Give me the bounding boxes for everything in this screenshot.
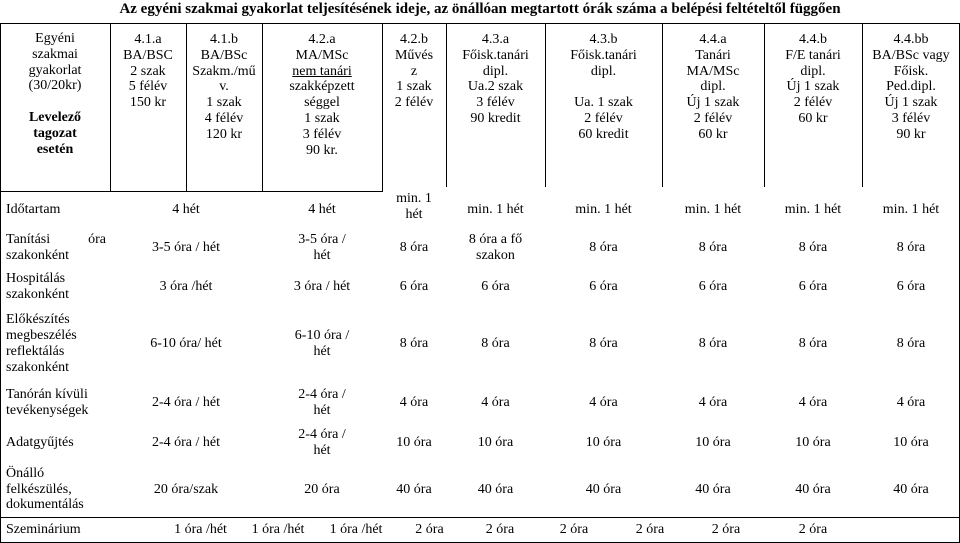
header-col-line: 2 szak bbox=[130, 63, 166, 79]
cell-adatgyujtes-c2 bbox=[262, 424, 382, 462]
cell-idotartam-c3-line: hét bbox=[405, 207, 423, 222]
grid-line bbox=[0, 23, 1, 543]
cell-adatgyujtes-c7-line: 10 óra bbox=[795, 435, 831, 451]
header-col-3 bbox=[262, 32, 382, 191]
cell-elokeszites-c8 bbox=[862, 306, 960, 382]
header-col-line: 60 kredit bbox=[578, 126, 629, 142]
cell-onallo-c7-line: 40 óra bbox=[795, 481, 831, 497]
cell-szeminarium-c4-line: 2 óra bbox=[485, 522, 515, 538]
header-col-line: 5 félév bbox=[128, 79, 168, 95]
cell-onallo-c8 bbox=[862, 462, 960, 517]
header-col-line: 3 félév bbox=[476, 95, 515, 111]
cell-elokeszites-c6-line: 8 óra bbox=[698, 336, 728, 352]
header-col-line: dipl. bbox=[700, 79, 726, 95]
header-col-line: 60 kr bbox=[698, 126, 728, 142]
header-corner-line: gyakorlat bbox=[28, 62, 82, 78]
cell-elokeszites-c3 bbox=[382, 306, 446, 382]
header-col-line: 90 kredit bbox=[470, 111, 521, 127]
cell-szeminarium-c8-line: 2 óra bbox=[798, 522, 828, 538]
row-label-elokeszites-line: szakonként bbox=[6, 359, 69, 375]
header-col-line: BA/BSC bbox=[123, 47, 173, 63]
row-label-hospitalas bbox=[0, 268, 110, 306]
row-label-szeminarium-line: Szeminárium bbox=[6, 522, 81, 538]
row-label-elokeszites-line: reflektálás bbox=[6, 344, 65, 359]
header-col-line: MA/MSc bbox=[295, 47, 349, 63]
row-label-idotartam-line: Időtartam bbox=[6, 201, 61, 217]
header-col-2 bbox=[186, 32, 262, 191]
header-col-line: 4.4.a bbox=[699, 32, 727, 47]
header-col-line: dipl. bbox=[482, 63, 509, 79]
row-label-elokeszites-line: Előkészítés bbox=[6, 312, 70, 328]
cell-hospitalas-c6-line: 6 óra bbox=[698, 279, 728, 295]
document-title: Az egyéni szakmai gyakorlat teljesítésének ideje, az önállóan megtartott órák száma a belépési feltételtől függően bbox=[119, 1, 841, 17]
header-col-line: 1 szak bbox=[304, 111, 340, 127]
header-col-line: 90 kr bbox=[896, 126, 926, 142]
cell-idotartam-c8 bbox=[862, 191, 960, 228]
cell-tanoran_kivuli-c6 bbox=[662, 382, 764, 424]
cell-idotartam-c6-line: min. 1 hét bbox=[684, 201, 742, 217]
header-col-line: Új 1 szak bbox=[686, 95, 740, 111]
header-col-7 bbox=[662, 32, 764, 191]
cell-tanoran_kivuli-c5-line: 4 óra bbox=[589, 395, 618, 411]
cell-szeminarium-c4 bbox=[464, 517, 536, 543]
header-col-6 bbox=[545, 32, 662, 191]
cell-adatgyujtes-c3 bbox=[382, 424, 446, 462]
header-corner bbox=[0, 31, 110, 191]
cell-idotartam-c7-line: min. 1 hét bbox=[784, 201, 842, 217]
row-label-hospitalas-line: Hospitálás bbox=[6, 271, 66, 287]
cell-szeminarium-c1a-line: 1 óra /hét bbox=[174, 522, 227, 538]
cell-onallo-c7 bbox=[764, 462, 862, 517]
row-label-tanoran_kivuli bbox=[0, 382, 110, 424]
cell-idotartam-c6 bbox=[662, 191, 764, 228]
header-col-line: 4.2.a bbox=[308, 32, 336, 47]
cell-tanoran_kivuli-c1-line: 2-4 óra / hét bbox=[151, 395, 221, 411]
spacer bbox=[53, 94, 57, 110]
header-col-line: Új 1 szak bbox=[884, 95, 938, 111]
grid-line bbox=[110, 23, 111, 192]
grid-line bbox=[0, 517, 960, 518]
header-col-line: 1 szak bbox=[396, 79, 432, 95]
cell-hospitalas-c8 bbox=[862, 268, 960, 306]
cell-idotartam-c7 bbox=[764, 191, 862, 228]
cell-szeminarium-c7 bbox=[688, 517, 764, 543]
cell-tanoran_kivuli-c6-line: 4 óra bbox=[698, 395, 728, 411]
cell-tanoran_kivuli-c2-line: hét bbox=[313, 403, 331, 418]
cell-onallo-c2-line: 20 óra bbox=[304, 481, 340, 497]
cell-tanoran_kivuli-c1 bbox=[110, 382, 262, 424]
cell-tanitasi-c1 bbox=[110, 228, 262, 268]
cell-adatgyujtes-c6-line: 10 óra bbox=[695, 435, 731, 451]
header-col-4 bbox=[382, 32, 446, 186]
cell-onallo-c4 bbox=[446, 462, 545, 517]
header-col-line: szakképzett bbox=[289, 79, 355, 95]
row-label-idotartam bbox=[0, 191, 110, 228]
cell-idotartam-c5 bbox=[545, 191, 662, 228]
cell-adatgyujtes-c2-line: 2-4 óra / bbox=[298, 427, 346, 443]
row-label-tanoran_kivuli-line: Tanórán kívüli bbox=[6, 387, 88, 403]
cell-hospitalas-c8-line: 6 óra bbox=[896, 279, 926, 295]
row-label-adatgyujtes bbox=[0, 424, 110, 462]
cell-szeminarium-c2 bbox=[317, 517, 395, 543]
cell-tanoran_kivuli-c3-line: 4 óra bbox=[399, 395, 429, 411]
cell-szeminarium-c6-line: 2 óra bbox=[635, 522, 665, 538]
header-col-line: Művés bbox=[394, 47, 434, 63]
cell-szeminarium-c3 bbox=[395, 517, 464, 543]
cell-adatgyujtes-c6 bbox=[662, 424, 764, 462]
cell-idotartam-c4 bbox=[446, 191, 545, 228]
cell-szeminarium-c6 bbox=[612, 517, 688, 543]
header-col-line: 4.1.a bbox=[134, 32, 162, 47]
header-col-line: MA/MSc bbox=[686, 63, 740, 79]
cell-szeminarium-c8 bbox=[764, 517, 862, 543]
cell-idotartam-c2-line: 4 hét bbox=[308, 201, 336, 217]
cell-adatgyujtes-c8-line: 10 óra bbox=[893, 435, 929, 451]
header-col-9 bbox=[862, 32, 960, 191]
cell-elokeszites-c1 bbox=[110, 306, 262, 382]
header-col-line: Ua. 1 szak bbox=[574, 95, 633, 111]
cell-tanoran_kivuli-c4-line: 4 óra bbox=[481, 395, 510, 411]
cell-hospitalas-c3 bbox=[382, 268, 446, 306]
header-col-line: 4 félév bbox=[204, 111, 244, 127]
cell-adatgyujtes-c1 bbox=[110, 424, 262, 462]
header-col-line: 4.2.b bbox=[400, 32, 428, 47]
cell-tanoran_kivuli-c3 bbox=[382, 382, 446, 424]
cell-tanitasi-c4-line: szakon bbox=[476, 248, 515, 263]
header-corner-line: szakmai bbox=[32, 46, 78, 62]
row-label-elokeszites-line: megbeszélés bbox=[6, 328, 77, 344]
grid-line bbox=[545, 23, 546, 187]
cell-szeminarium-c3-line: 2 óra bbox=[415, 522, 444, 538]
header-col-line: Ped.dipl. bbox=[886, 79, 936, 95]
cell-tanitasi-c2-line: 3-5 óra / bbox=[298, 232, 346, 248]
cell-tanoran_kivuli-c4 bbox=[446, 382, 545, 424]
cell-tanitasi-c6 bbox=[662, 228, 764, 268]
grid-line bbox=[186, 23, 187, 192]
cell-elokeszites-c8-line: 8 óra bbox=[896, 336, 926, 352]
cell-adatgyujtes-c2-line: hét bbox=[313, 443, 331, 458]
cell-elokeszites-c2-line: hét bbox=[313, 344, 331, 359]
cell-idotartam-c1-line: 4 hét bbox=[172, 201, 200, 217]
cell-tanitasi-c7-line: 8 óra bbox=[798, 240, 828, 256]
cell-onallo-c2 bbox=[262, 462, 382, 517]
cell-tanoran_kivuli-c2-line: 2-4 óra / bbox=[298, 387, 346, 403]
header-col-line: v. bbox=[219, 79, 229, 95]
cell-elokeszites-c6 bbox=[662, 306, 764, 382]
cell-tanoran_kivuli-c8 bbox=[862, 382, 960, 424]
cell-hospitalas-c1 bbox=[110, 268, 262, 306]
cell-idotartam-c3 bbox=[382, 186, 446, 228]
header-col-line: 150 kr bbox=[129, 95, 167, 111]
header-col-line: z bbox=[410, 63, 418, 79]
cell-onallo-c8-line: 40 óra bbox=[893, 481, 929, 497]
header-col-line: 90 kr. bbox=[306, 142, 338, 158]
cell-tanoran_kivuli-c7-line: 4 óra bbox=[798, 395, 828, 411]
header-corner-bold-line: Levelező bbox=[28, 110, 82, 126]
cell-elokeszites-c4 bbox=[446, 306, 545, 382]
header-col-8 bbox=[764, 32, 862, 191]
header-col-line: BA/BSc vagy bbox=[872, 47, 950, 63]
header-corner-bold-line: esetén bbox=[36, 141, 74, 157]
cell-tanoran_kivuli-c2 bbox=[262, 382, 382, 424]
grid-line bbox=[662, 23, 663, 187]
row-label-hospitalas-line: szakonként bbox=[6, 287, 69, 302]
cell-tanitasi-c2 bbox=[262, 228, 382, 268]
header-col-line: Főisk.tanári bbox=[570, 47, 637, 63]
cell-onallo-c5 bbox=[545, 462, 662, 517]
cell-szeminarium-c2-line: 1 óra /hét bbox=[329, 522, 383, 538]
cell-tanoran_kivuli-c5 bbox=[545, 382, 662, 424]
cell-onallo-c1-line: 20 óra/szak bbox=[153, 481, 219, 497]
header-col-line: 60 kr bbox=[798, 111, 828, 127]
cell-adatgyujtes-c1-line: 2-4 óra / hét bbox=[151, 435, 221, 451]
cell-idotartam-c3-line: min. 1 bbox=[396, 191, 432, 207]
row-label-elokeszites bbox=[0, 306, 110, 382]
header-col-line: Főisk. bbox=[893, 63, 929, 79]
cell-tanoran_kivuli-c7 bbox=[764, 382, 862, 424]
header-col-line bbox=[602, 79, 606, 95]
cell-adatgyujtes-c3-line: 10 óra bbox=[396, 435, 432, 451]
header-col-line: Szakm./mű bbox=[192, 63, 256, 79]
cell-tanitasi-c5-line: 8 óra bbox=[589, 240, 618, 256]
header-col-line: 2 félév bbox=[584, 111, 623, 127]
header-col-line: séggel bbox=[304, 95, 340, 111]
header-col-line: dipl. bbox=[800, 63, 826, 79]
row-label-tanitasi-line: Tanítási óra bbox=[6, 232, 106, 248]
cell-tanitasi-c5 bbox=[545, 228, 662, 268]
cell-adatgyujtes-c7 bbox=[764, 424, 862, 462]
cell-tanitasi-c4-line: 8 óra a fő bbox=[468, 232, 523, 248]
cell-idotartam-c1 bbox=[110, 191, 262, 228]
header-col-line: 4.4.bb bbox=[893, 32, 929, 47]
header-col-line: 2 félév bbox=[693, 111, 733, 127]
cell-hospitalas-c3-line: 6 óra bbox=[399, 279, 429, 295]
cell-szeminarium-c5-line: 2 óra bbox=[559, 522, 589, 538]
header-corner-bold-line: tagozat bbox=[33, 125, 77, 141]
cell-tanitasi-c2-line: hét bbox=[313, 248, 331, 263]
header-col-line: Főisk.tanári bbox=[462, 47, 529, 63]
cell-elokeszites-c3-line: 8 óra bbox=[399, 336, 429, 352]
cell-elokeszites-c1-line: 6-10 óra/ hét bbox=[150, 336, 222, 352]
cell-hospitalas-c7 bbox=[764, 268, 862, 306]
cell-elokeszites-c7-line: 8 óra bbox=[798, 336, 828, 352]
cell-tanitasi-c4 bbox=[446, 228, 545, 268]
cell-elokeszites-c2-line: 6-10 óra / bbox=[294, 328, 350, 344]
cell-hospitalas-c2 bbox=[262, 268, 382, 306]
header-corner-line: Egyéni bbox=[35, 31, 75, 46]
header-col-1 bbox=[110, 32, 186, 191]
cell-tanitasi-c6-line: 8 óra bbox=[698, 240, 728, 256]
grid-line bbox=[0, 23, 960, 24]
cell-tanitasi-c8 bbox=[862, 228, 960, 268]
header-corner-line: (30/20kr) bbox=[28, 78, 82, 94]
cell-onallo-c5-line: 40 óra bbox=[585, 481, 622, 497]
header-col-line: 4.4.b bbox=[799, 32, 827, 47]
cell-elokeszites-c7 bbox=[764, 306, 862, 382]
cell-adatgyujtes-c5 bbox=[545, 424, 662, 462]
cell-hospitalas-c5-line: 6 óra bbox=[589, 279, 618, 295]
cell-hospitalas-c1-line: 3 óra /hét bbox=[159, 279, 213, 295]
row-label-tanitasi-line: szakonként bbox=[6, 248, 69, 263]
cell-adatgyujtes-c5-line: 10 óra bbox=[585, 435, 622, 451]
cell-elokeszites-c5-line: 8 óra bbox=[589, 336, 618, 352]
grid-line bbox=[0, 191, 383, 192]
cell-idotartam-c5-line: min. 1 hét bbox=[575, 201, 632, 217]
cell-hospitalas-c4 bbox=[446, 268, 545, 306]
cell-hospitalas-c2-line: 3 óra / hét bbox=[293, 279, 351, 295]
cell-szeminarium-c1a bbox=[162, 517, 239, 543]
cell-onallo-c6 bbox=[662, 462, 764, 517]
cell-onallo-c4-line: 40 óra bbox=[477, 481, 514, 497]
cell-adatgyujtes-c4-line: 10 óra bbox=[477, 435, 514, 451]
row-label-onallo bbox=[0, 462, 110, 517]
cell-tanitasi-c3 bbox=[382, 228, 446, 268]
header-col-line: Tanári bbox=[695, 47, 731, 63]
grid-line bbox=[446, 23, 447, 187]
header-col-line: 4.3.b bbox=[589, 32, 618, 47]
header-col-line: F/E tanári bbox=[785, 47, 841, 63]
header-col-line: 4.1.b bbox=[210, 32, 238, 47]
cell-idotartam-c8-line: min. 1 hét bbox=[882, 201, 940, 217]
header-col-line: 120 kr bbox=[205, 126, 243, 142]
cell-tanitasi-c3-line: 8 óra bbox=[399, 240, 429, 256]
header-col-line: BA/BSc bbox=[200, 47, 248, 63]
header-col-line: Új 1 szak bbox=[786, 79, 840, 95]
cell-onallo-c3-line: 40 óra bbox=[396, 481, 432, 497]
cell-szeminarium-c5 bbox=[536, 517, 612, 543]
row-label-adatgyujtes-line: Adatgyűjtés bbox=[6, 435, 74, 451]
cell-tanitasi-c8-line: 8 óra bbox=[896, 240, 926, 256]
cell-tanitasi-c1-line: 3-5 óra / hét bbox=[151, 240, 221, 256]
cell-tanoran_kivuli-c8-line: 4 óra bbox=[896, 395, 926, 411]
cell-tanitasi-c7 bbox=[764, 228, 862, 268]
cell-hospitalas-c5 bbox=[545, 268, 662, 306]
row-label-onallo-line: dokumentálás bbox=[6, 497, 84, 513]
grid-line bbox=[382, 23, 383, 192]
grid-line bbox=[262, 23, 263, 192]
row-label-tanoran_kivuli-line: tevékenységek bbox=[6, 403, 89, 418]
header-col-5 bbox=[446, 32, 545, 191]
header-col-line: 2 félév bbox=[394, 95, 434, 111]
cell-idotartam-c2 bbox=[262, 191, 382, 228]
header-col-line: nem tanári bbox=[292, 63, 352, 79]
row-label-szeminarium bbox=[0, 517, 110, 543]
cell-szeminarium-c1b bbox=[239, 517, 317, 543]
cell-elokeszites-c5 bbox=[545, 306, 662, 382]
cell-elokeszites-c2 bbox=[262, 306, 382, 382]
header-col-line: 4.3.a bbox=[481, 32, 510, 47]
cell-szeminarium-c1b-line: 1 óra /hét bbox=[251, 522, 305, 538]
header-col-line: 2 félév bbox=[793, 95, 833, 111]
cell-adatgyujtes-c4 bbox=[446, 424, 545, 462]
row-label-onallo-line: Önálló bbox=[6, 465, 45, 481]
cell-onallo-c6-line: 40 óra bbox=[695, 481, 731, 497]
header-col-line: 3 félév bbox=[891, 111, 931, 127]
cell-hospitalas-c7-line: 6 óra bbox=[798, 279, 828, 295]
row-label-tanitasi bbox=[0, 228, 110, 268]
cell-adatgyujtes-c8 bbox=[862, 424, 960, 462]
grid-line bbox=[764, 23, 765, 187]
cell-onallo-c1 bbox=[110, 462, 262, 517]
cell-hospitalas-c4-line: 6 óra bbox=[481, 279, 510, 295]
cell-szeminarium-c7-line: 2 óra bbox=[711, 522, 741, 538]
header-col-line: Ua.2 szak bbox=[467, 79, 524, 95]
header-col-line: 3 félév bbox=[302, 126, 342, 142]
header-col-line: dipl. bbox=[590, 63, 617, 79]
row-label-onallo-line: felkészülés, bbox=[6, 481, 72, 497]
grid-line bbox=[862, 23, 863, 187]
cell-idotartam-c4-line: min. 1 hét bbox=[467, 201, 524, 217]
cell-elokeszites-c4-line: 8 óra bbox=[481, 336, 510, 352]
header-col-line: 1 szak bbox=[206, 95, 242, 111]
cell-onallo-c3 bbox=[382, 462, 446, 517]
cell-hospitalas-c6 bbox=[662, 268, 764, 306]
